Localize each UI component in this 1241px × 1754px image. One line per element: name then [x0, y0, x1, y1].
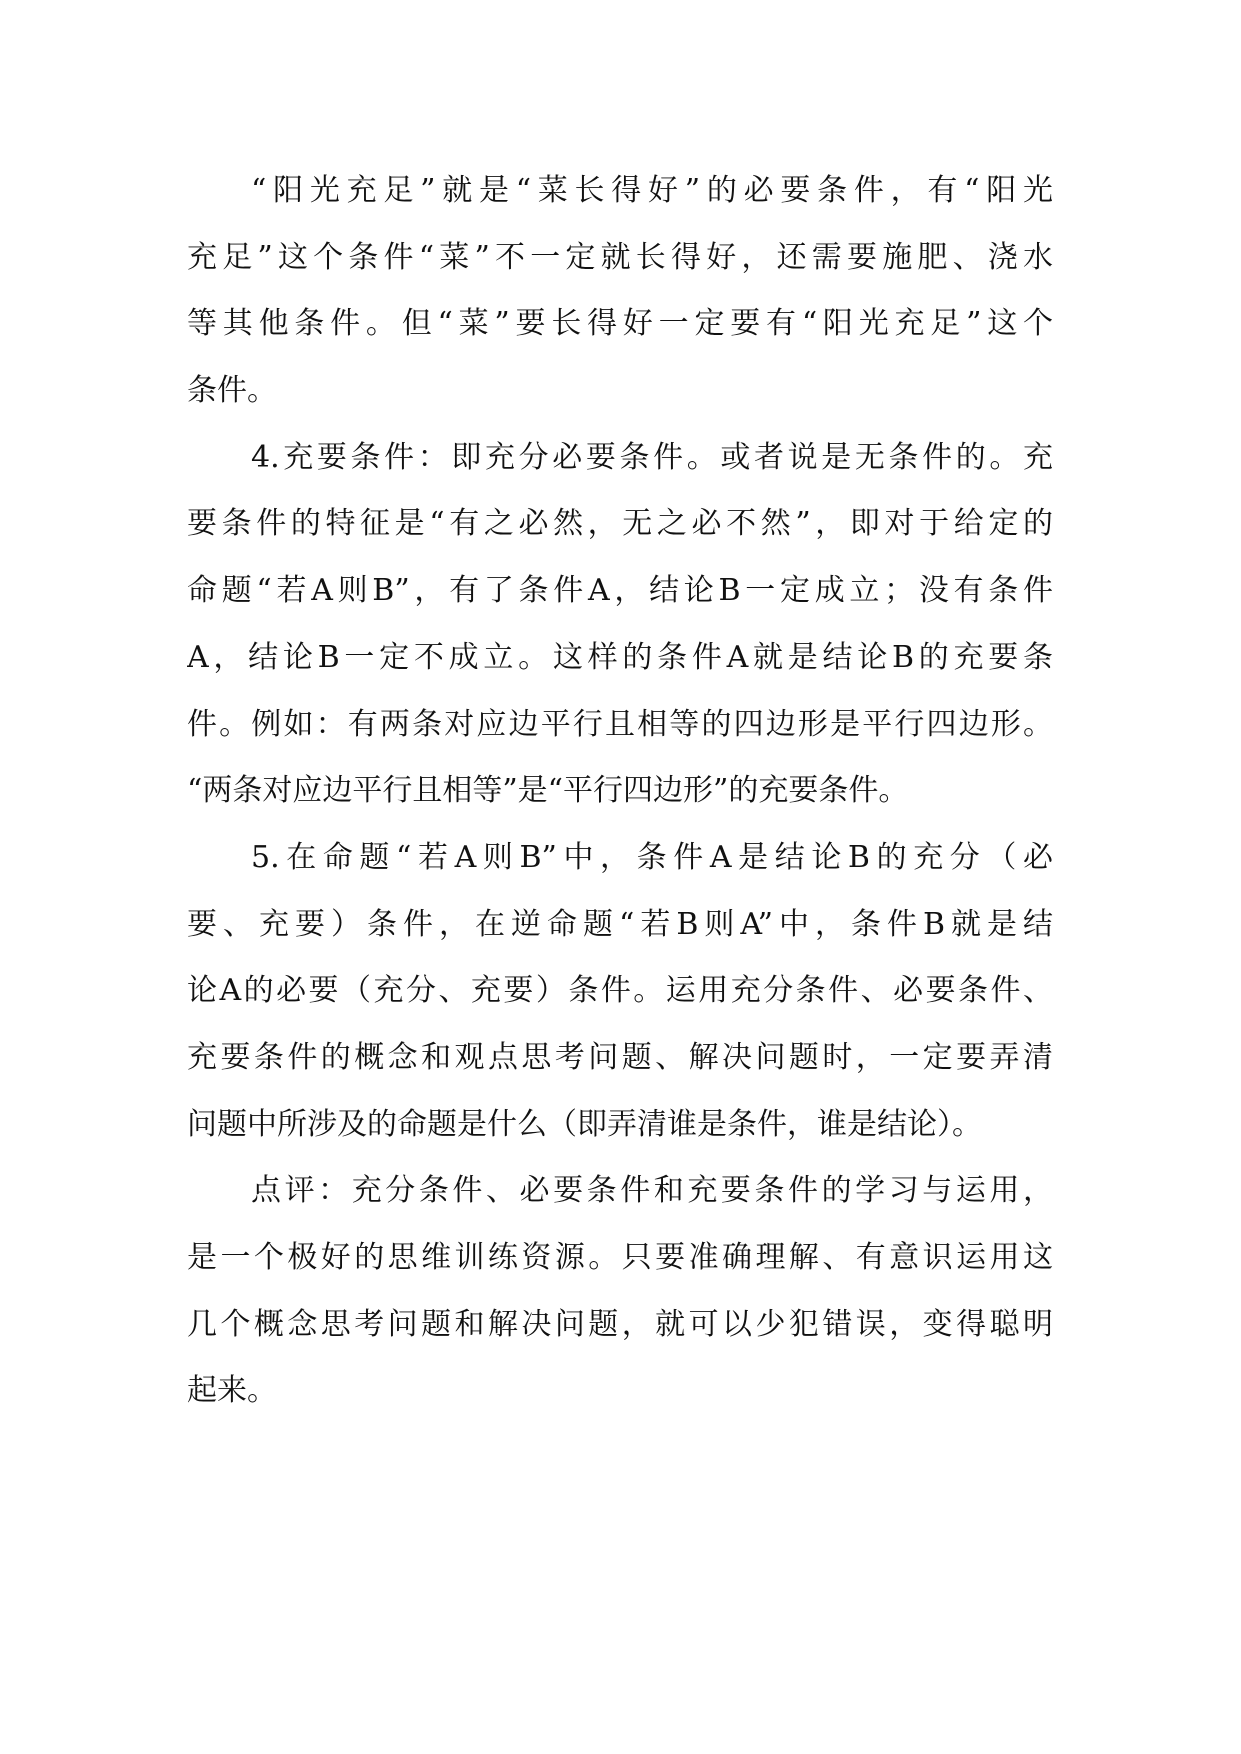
text-line: “阳光充足”就是“菜长得好”的必要条件，有“阳光 [251, 173, 1053, 208]
text-line: “两条对应边平行且相等”是“平行四边形”的充要条件。 [187, 773, 909, 809]
text-line: 要、充要）条件，在逆命题“若B则A”中，条件B就是结 [187, 906, 1053, 942]
paragraph-4 [187, 1158, 1053, 1425]
text-line: 5.在命题“若A则B”中，条件A是结论B的充分（必 [251, 839, 1053, 875]
text-line: 条件。 [187, 373, 277, 409]
paragraph-3 [187, 825, 1053, 1158]
text-line: 论A的必要（充分、充要）条件。运用充分条件、必要条件、 [187, 973, 1053, 1009]
text-line: 充要条件的概念和观点思考问题、解决问题时，一定要弄清 [187, 1039, 1053, 1075]
text-line: 充足”这个条件“菜”不一定就长得好，还需要施肥、浇水 [187, 239, 1053, 275]
text-line: 几个概念思考问题和解决问题，就可以少犯错误，变得聪明 [187, 1306, 1053, 1342]
paragraph-1 [187, 158, 1053, 425]
text-line: 起来。 [187, 1373, 277, 1409]
text-line: 4.充要条件：即充分必要条件。或者说是无条件的。充 [251, 439, 1053, 475]
paragraph-2 [187, 425, 1053, 825]
text-line: 问题中所涉及的命题是什么（即弄清谁是条件，谁是结论）。 [187, 1106, 982, 1142]
text-line: 要条件的特征是“有之必然，无之必不然”，即对于给定的 [187, 506, 1053, 542]
text-line: 等其他条件。但“菜”要长得好一定要有“阳光充足”这个 [187, 306, 1053, 342]
text-line: A，结论B一定不成立。这样的条件A就是结论B的充要条 [187, 639, 1053, 675]
text-line: 命题“若A则B”，有了条件A，结论B一定成立；没有条件 [187, 573, 1053, 609]
text-line: 点评：充分条件、必要条件和充要条件的学习与运用， [251, 1173, 1053, 1209]
document-body [187, 158, 1053, 1425]
text-line: 是一个极好的思维训练资源。只要准确理解、有意识运用这 [187, 1240, 1053, 1275]
text-line: 件。例如：有两条对应边平行且相等的四边形是平行四边形。 [187, 706, 1053, 742]
